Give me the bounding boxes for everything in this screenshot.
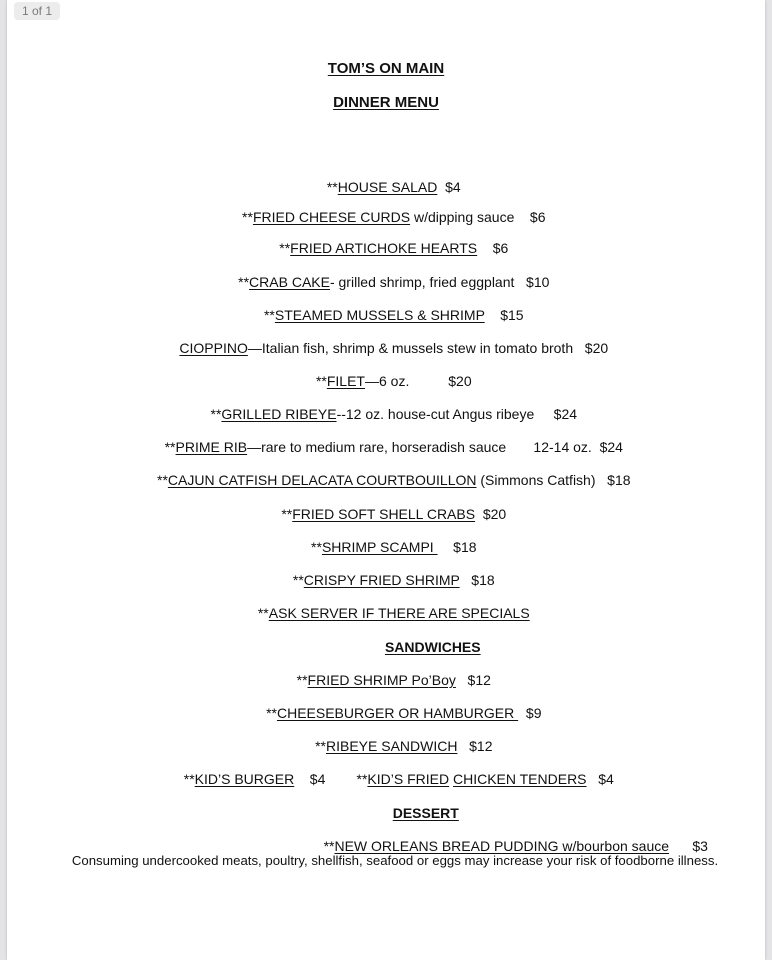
menu-item-crispy-shrimp: **CRISPY FRIED SHRIMP $18 [292,572,495,588]
menu-item-kids: **KID’S BURGER $4 **KID’S FRIED CHICKEN TENDERS $4 [183,771,614,787]
sandwiches-heading: SANDWICHES [384,639,481,655]
menu-item-artichoke: **FRIED ARTICHOKE HEARTS $6 [279,240,509,256]
menu-item-catfish: **CAJUN CATFISH DELACATA COURTBOUILLON (Simmons Catfish) $18 [157,472,631,488]
menu-item-poboy: **FRIED SHRIMP Po’Boy $12 [296,672,491,688]
restaurant-name: TOM’S ON MAIN [327,60,445,77]
menu-item-ribeye: **GRILLED RIBEYE--12 oz. house-cut Angus ribeye $24 [210,406,578,422]
menu-item-mussels: **STEAMED MUSSELS & SHRIMP $15 [263,307,524,323]
food-safety-disclaimer: Consuming undercooked meats, poultry, shellfish, seafood or eggs may increase your risk of foodborne illness. [71,853,719,868]
menu-item-cheese-curds: **FRIED CHEESE CURDS w/dipping sauce $6 [242,209,546,225]
menu-item-filet: **FILET—6 oz. $20 [315,373,472,389]
menu-item-crab-cake: **CRAB CAKE- grilled shrimp, fried eggplant $10 [238,274,550,290]
menu-item-ribeye-sandwich: **RIBEYE SANDWICH $12 [315,738,493,754]
menu-item-cioppino: CIOPPINO—Italian fish, shrimp & mussels stew in tomato broth $20 [179,340,609,356]
menu-item-shrimp-scampi: **SHRIMP SCAMPI $18 [311,539,477,555]
menu-item-cheeseburger: **CHEESEBURGER OR HAMBURGER $9 [266,705,542,721]
page-indicator: 1 of 1 [14,2,60,20]
menu-item-bread-pudding: **NEW ORLEANS BREAD PUDDING w/bourbon sauce $3 [323,838,708,854]
menu-item-prime-rib: **PRIME RIB—rare to medium rare, horseradish sauce 12-14 oz. $24 [164,439,623,455]
menu-item-soft-shell-crabs: **FRIED SOFT SHELL CRABS $20 [281,506,507,522]
menu-specials-note: **ASK SERVER IF THERE ARE SPECIALS [257,605,530,621]
menu-title: DINNER MENU [333,94,439,111]
dessert-heading: DESSERT [392,805,459,821]
menu-item-house-salad: **HOUSE SALAD $4 [326,179,461,195]
